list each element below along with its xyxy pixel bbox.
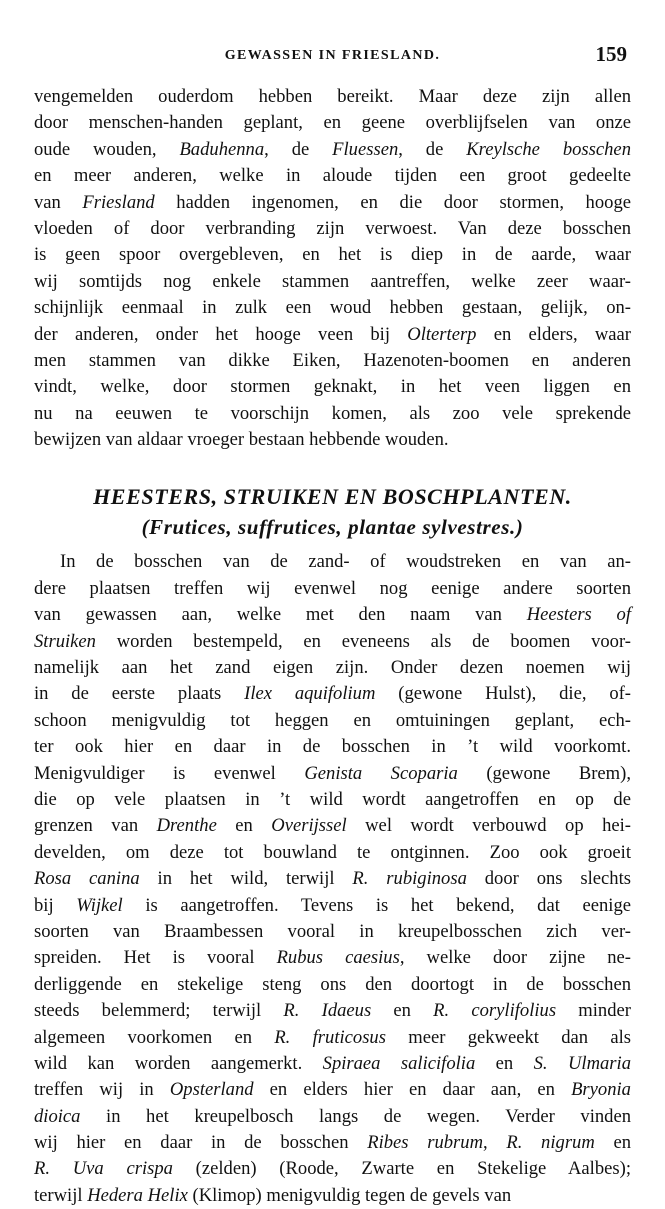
italic-name: Rubus caesius xyxy=(276,947,400,969)
text-line: vloeden of door verbranding zijn verwoest. Van deze bosschen xyxy=(34,217,631,239)
text-line: vengemelden ouderdom hebben bereikt. Maar deze zijn allen xyxy=(34,86,631,107)
text-line: bij Wijkel is aangetroffen. Tevens is het bekend, dat eenige xyxy=(34,894,632,916)
text-line: namelijk aan het zand eigen zijn. Onder dezen noemen wij xyxy=(34,657,631,679)
italic-name: Wijkel xyxy=(76,894,123,916)
text-line: Rosa canina in het wild, terwijl R. rubiginosa door ons slechts xyxy=(34,868,632,890)
italic-name: R. fruticosus xyxy=(274,1026,386,1048)
text-line: steeds belemmerd; terwijl R. Idaeus en R. corylifolius minder xyxy=(34,1000,631,1022)
text-line: schijnlijk eenmaal in zulk een woud hebben gestaan, gelijk, on- xyxy=(34,297,631,319)
text-line: nu na eeuwen te voorschijn komen, als zoo vele sprekende xyxy=(34,402,631,424)
italic-name: R. Idaeus xyxy=(283,1000,372,1022)
italic-name: Bryonia xyxy=(571,1079,631,1101)
italic-name: Fluessen xyxy=(332,138,399,160)
section-title: HEESTERS, STRUIKEN EN BOSCHPLANTEN. xyxy=(93,484,572,510)
page-number: 159 xyxy=(595,42,627,66)
italic-name: Genista Scoparia xyxy=(304,762,458,784)
italic-name: Heesters of xyxy=(526,604,631,626)
running-title: GEWASSEN IN FRIESLAND. xyxy=(224,48,441,63)
italic-name: Baduhenna xyxy=(179,138,265,160)
italic-name: S. Ulmaria xyxy=(533,1052,631,1074)
text-line: men stammen van dikke Eiken, Hazenoten-boomen en anderen xyxy=(34,349,631,371)
paragraph-forests xyxy=(34,84,631,453)
text-line: van gewassen aan, welke met den naam van Heesters of xyxy=(34,604,631,626)
text-line: in de eerste plaats Ilex aquifolium (gewone Hulst), die, of- xyxy=(34,683,631,705)
italic-name: Olterterp xyxy=(407,323,477,345)
text-line: terwijl Hedera Helix (Klimop) menigvuldig tegen de gevels van xyxy=(34,1184,512,1206)
italic-name: Ribes rubrum xyxy=(367,1132,484,1154)
text-line: soorten van Braambessen vooral in kreupelbosschen zich ver- xyxy=(34,920,631,942)
italic-name: Kreylsche bosschen xyxy=(466,138,631,160)
text-line: Struiken worden bestempeld, en eveneens als de boomen voor- xyxy=(34,630,631,652)
text-line: oude wouden, Baduhenna, de Fluessen, de Kreylsche bosschen xyxy=(34,138,631,160)
text-line: derliggende en stekelige steng ons den doortogt in de bosschen xyxy=(34,973,631,995)
text-line: door menschen-handen geplant, en geene overblijfselen van onze xyxy=(34,112,631,134)
italic-name: R. corylifolius xyxy=(433,1000,557,1022)
text-line: schoon menigvuldig tot heggen en omtuiningen geplant, ech- xyxy=(34,709,631,731)
text-line: vindt, welke, door stormen geknakt, in het veen liggen en xyxy=(34,376,631,398)
text-line: In de bosschen van de zand- of woudstreken en van an- xyxy=(60,551,631,573)
text-line: dere plaatsen treffen wij evenwel nog eenige andere soorten xyxy=(34,577,631,599)
italic-name: Spiraea salicifolia xyxy=(322,1052,476,1074)
italic-name: Friesland xyxy=(82,191,155,213)
italic-name: Struiken xyxy=(34,630,96,652)
text-line: treffen wij in Opsterland en elders hier en daar aan, en Bryonia xyxy=(34,1079,631,1101)
text-line: wild kan worden aangemerkt. Spiraea salicifolia en S. Ulmaria xyxy=(34,1052,631,1074)
text-line: van Friesland hadden ingenomen, en die door stormen, hooge xyxy=(34,191,631,213)
text-line: is geen spoor overgebleven, en het is diep in de aarde, waar xyxy=(34,244,631,266)
text-line: ter ook hier en daar in de bosschen in ’t wild voorkomt. xyxy=(34,736,631,758)
paragraph-shrubs xyxy=(34,549,631,1209)
text-line: Menigvuldiger is evenwel Genista Scoparia (gewone Brem), xyxy=(34,762,631,784)
italic-name: Opsterland xyxy=(169,1079,254,1101)
italic-name: Hedera Helix xyxy=(87,1184,188,1206)
text-line: develden, om deze tot bouwland te ontginnen. Zoo ook groeit xyxy=(34,841,631,863)
text-line: dioica in het kreupelbosch langs de wegen. Verder vinden xyxy=(34,1105,631,1127)
italic-name: R. Uva crispa xyxy=(34,1158,173,1180)
italic-name: dioica xyxy=(34,1105,81,1127)
italic-name: Ilex aquifolium xyxy=(244,683,376,705)
text-line: en meer anderen, welke in aloude tijden een groot gedeelte xyxy=(34,165,631,187)
italic-name: Drenthe xyxy=(156,815,217,837)
text-line: die op vele plaatsen in ’t wild wordt aangetroffen en op de xyxy=(34,788,631,810)
italic-name: Rosa canina xyxy=(34,868,140,890)
section-latin-subtitle: (Frutices, suffrutices, plantae sylvestres.) xyxy=(141,515,524,540)
italic-name: R. rubiginosa xyxy=(352,868,467,890)
italic-name: R. nigrum xyxy=(506,1132,595,1154)
italic-name: Overijssel xyxy=(271,815,347,837)
section-heading xyxy=(34,483,631,541)
running-head xyxy=(34,42,631,76)
text-line: der anderen, onder het hooge veen bij Olterterp en elders, waar xyxy=(34,323,631,345)
text-line: bewijzen van aldaar vroeger bestaan hebbende wouden. xyxy=(34,429,449,451)
text-line: spreiden. Het is vooral Rubus caesius, welke door zijne ne- xyxy=(34,947,631,969)
text-line: algemeen voorkomen en R. fruticosus meer gekweekt dan als xyxy=(34,1026,631,1048)
text-line: wij somtijds nog enkele stammen aantreffen, welke zeer waar- xyxy=(34,270,631,292)
text-line: R. Uva crispa (zelden) (Roode, Zwarte en Stekelige Aalbes); xyxy=(34,1158,631,1180)
text-line: wij hier en daar in de bosschen Ribes rubrum, R. nigrum en xyxy=(34,1132,632,1154)
text-line: grenzen van Drenthe en Overijssel wel wordt verbouwd op hei- xyxy=(34,815,631,837)
